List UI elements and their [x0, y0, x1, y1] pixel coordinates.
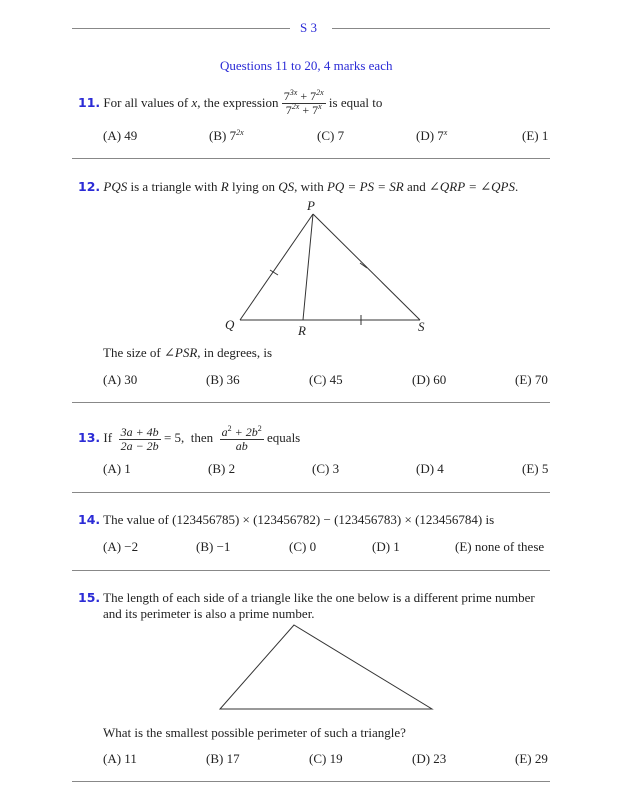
scalene-triangle-diagram [200, 615, 450, 715]
question-12-stem: 12. PQS is a triangle with R lying on QS, with PQ = PS = SR and ∠QRP = ∠QPS. [78, 179, 519, 194]
question-number: 15. [78, 590, 101, 605]
question-number: 12. [78, 179, 101, 194]
side-pq [240, 214, 313, 320]
question-14-stem: 14. The value of (123456785) × (123456782) − (123456783) × (123456784) is [78, 512, 495, 527]
option-d[interactable]: (D) 1 [372, 539, 400, 554]
option-c[interactable]: (C) 45 [309, 372, 343, 387]
option-c[interactable]: (C) 3 [312, 461, 340, 476]
question-15-stem-line1: 15. The length of each side of a triangle like the one below is a different prime number [78, 590, 535, 605]
option-d[interactable]: (D) 4 [416, 461, 444, 476]
option-b[interactable]: (B) −1 [196, 539, 231, 554]
given-fraction: $\frac{3a + 4b}{2a - 2b}$ [120, 424, 159, 453]
option-d[interactable]: (D) 7$^x$ [416, 128, 448, 143]
question-11-stem: 11. For all values of x, the expression $\frac{7^{3x} + 7^{2x}}{7^{2x} + 7^x}$ is equal to [78, 87, 383, 117]
option-e[interactable]: (E) 5 [522, 461, 549, 476]
option-e[interactable]: (E) 1 [522, 128, 549, 143]
question-13-stem: 13. If $\frac{3a + 4b}{2a - 2b}$ = 5, then $\frac{a^2 + 2b^2}{ab}$ equals [78, 423, 301, 453]
section-title: Questions 11 to 20, 4 marks each [220, 58, 393, 73]
side-ps [313, 214, 420, 320]
option-a[interactable]: (A) −2 [103, 539, 139, 554]
question-divider [72, 402, 550, 403]
option-c[interactable]: (C) 0 [289, 539, 317, 554]
question-12-prompt: The size of ∠PSR, in degrees, is [103, 345, 273, 360]
option-b[interactable]: (B) 2 [208, 461, 236, 476]
option-a[interactable]: (A) 49 [103, 128, 138, 143]
label-p: P [307, 198, 315, 213]
option-a[interactable]: (A) 1 [103, 461, 131, 476]
question-divider [72, 570, 550, 571]
option-c[interactable]: (C) 19 [309, 751, 343, 766]
segment-pr [303, 214, 313, 320]
option-d[interactable]: (D) 60 [412, 372, 447, 387]
target-fraction: $\frac{a^2 + 2b^2}{ab}$ [221, 423, 262, 453]
question-number: 11. [78, 95, 101, 110]
question-15-prompt: What is the smallest possible perimeter of such a triangle? [103, 725, 406, 740]
option-a[interactable]: (A) 30 [103, 372, 138, 387]
page-label: S 3 [300, 20, 317, 35]
option-a[interactable]: (A) 11 [103, 751, 137, 766]
option-b[interactable]: (B) 36 [206, 372, 240, 387]
label-s: S [418, 319, 425, 334]
triangle-pqs-diagram [210, 195, 450, 340]
question-divider [72, 781, 550, 782]
question-divider [72, 158, 550, 159]
question-number: 14. [78, 512, 101, 527]
option-c[interactable]: (C) 7 [317, 128, 345, 143]
option-e[interactable]: (E) 70 [515, 372, 548, 387]
expression-fraction: $\frac{7^{3x} + 7^{2x}}{7^{2x} + 7^x}$ [283, 87, 324, 117]
option-e[interactable]: (E) 29 [515, 751, 548, 766]
option-d[interactable]: (D) 23 [412, 751, 447, 766]
option-e[interactable]: (E) none of these [455, 539, 545, 554]
header-rule-left [72, 28, 290, 29]
label-r: R [298, 323, 306, 338]
option-b[interactable]: (B) 17 [206, 751, 240, 766]
question-15-stem-line2: and its perimeter is also a prime number. [103, 606, 315, 621]
label-q: Q [225, 317, 235, 332]
question-divider [72, 492, 550, 493]
question-number: 13. [78, 430, 101, 445]
header-rule-right [332, 28, 550, 29]
option-b[interactable]: (B) $7^{2x}$ [209, 128, 244, 143]
